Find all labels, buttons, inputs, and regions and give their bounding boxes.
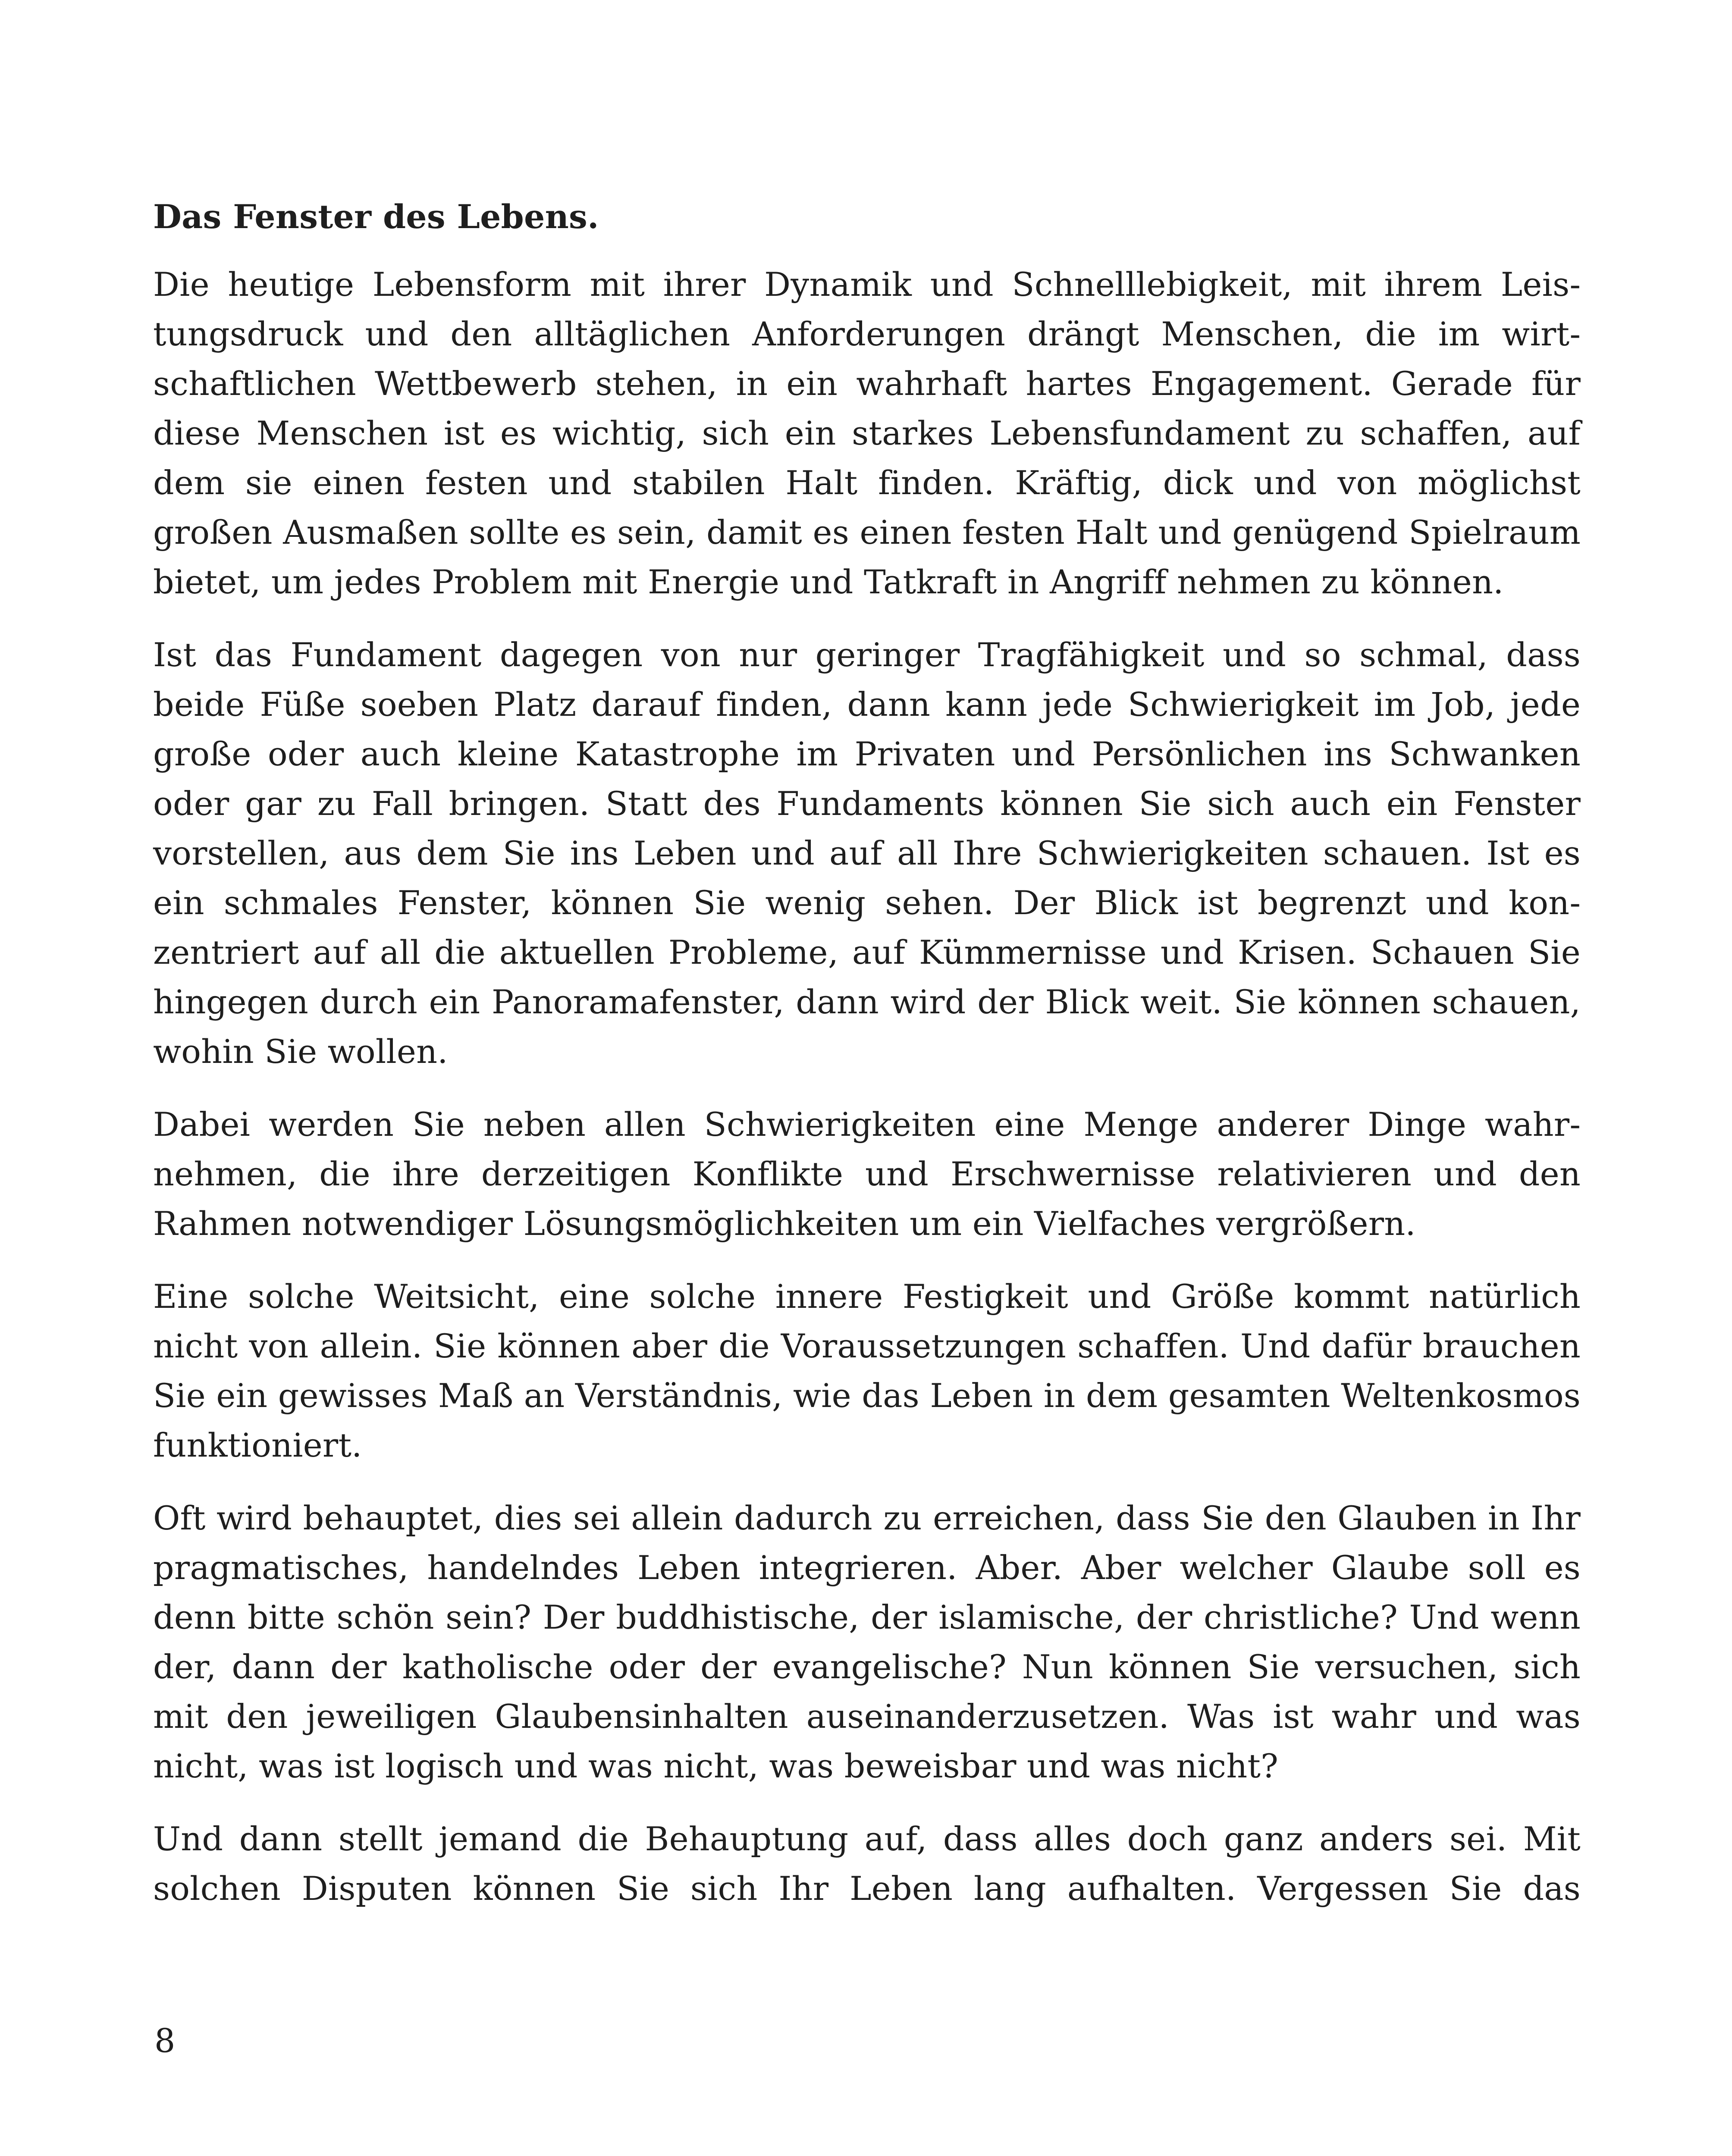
paragraph-3: Dabei werden Sie neben allen Schwierigkeiten eine Menge anderer Dinge wahrnehmen, die ihre derzeitigen Konflikte und Erschwernisse relativieren und den Rahmen notwendiger Lösungsmöglichkeiten um ein Vielfaches vergrößern. [153, 1105, 1581, 1243]
paragraph-1: Die heutige Lebensform mit ihrer Dynamik und Schnelllebigkeit, mit ihrem Leistungsdruck und den alltäglichen Anforderungen drängt Menschen, die im wirtschaftlichen Wettbewerb stehen, in ein wahrhaft hartes Engagement. Gerade für diese Menschen ist es wichtig, sich ein starkes Lebensfundament zu schaffen, auf dem sie einen festen und stabilen Halt finden. Kräftig, dick und von möglichst großen Ausmaßen sollte es sein, damit es einen festen Halt und genügend Spielraum bietet, um jedes Problem mit Energie und Tatkraft in Angriff nehmen zu können. [153, 265, 1581, 601]
paragraph-4: Eine solche Weitsicht, eine solche innere Festigkeit und Größe kommt natürlich nicht von allein. Sie können aber die Voraussetzungen schaffen. Und dafür brauchen Sie ein gewisses Maß an Verständnis, wie das Leben in dem gesamten Weltenkosmos funktioniert. [153, 1277, 1581, 1464]
paragraph-6: Und dann stellt jemand die Behauptung auf, dass alles doch ganz anders sei. Mit solchen Disputen können Sie sich Ihr Leben lang aufhalten. Vergessen Sie das [153, 1820, 1581, 1908]
paragraph-5: Oft wird behauptet, dies sei allein dadurch zu erreichen, dass Sie den Glauben in Ihr pragmatisches, handelndes Leben integrieren. Aber. Aber welcher Glaube soll es denn bitte schön sein? Der buddhistische, der islamische, der christliche? Und wenn der, dann der katholische oder der evangelische? Nun können Sie versuchen, sich mit den jeweiligen Glaubensinhalten auseinanderzusetzen. Was ist wahr und was nicht, was ist logisch und was nicht, was beweisbar und was nicht? [153, 1499, 1581, 1785]
page-number: 8 [154, 2021, 176, 2060]
page-text-block [153, 192, 1581, 1937]
paragraph-2: Ist das Fundament dagegen von nur geringer Tragfähigkeit und so schmal, dass beide Füße soeben Platz darauf finden, dann kann jede Schwierigkeit im Job, jede große oder auch kleine Katastrophe im Privaten und Persönlichen ins Schwanken oder gar zu Fall bringen. Statt des Fundaments können Sie sich auch ein Fenster vorstellen, aus dem Sie ins Leben und auf all Ihre Schwierigkeiten schauen. Ist es ein schmales Fenster, können Sie wenig sehen. Der Blick ist begrenzt und konzentriert auf all die aktuellen Probleme, auf Kümmernisse und Krisen. Schauen Sie hingegen durch ein Panoramafenster, dann wird der Blick weit. Sie können schauen, wohin Sie wollen. [153, 636, 1581, 1071]
section-heading: Das Fenster des Lebens. [153, 197, 599, 236]
